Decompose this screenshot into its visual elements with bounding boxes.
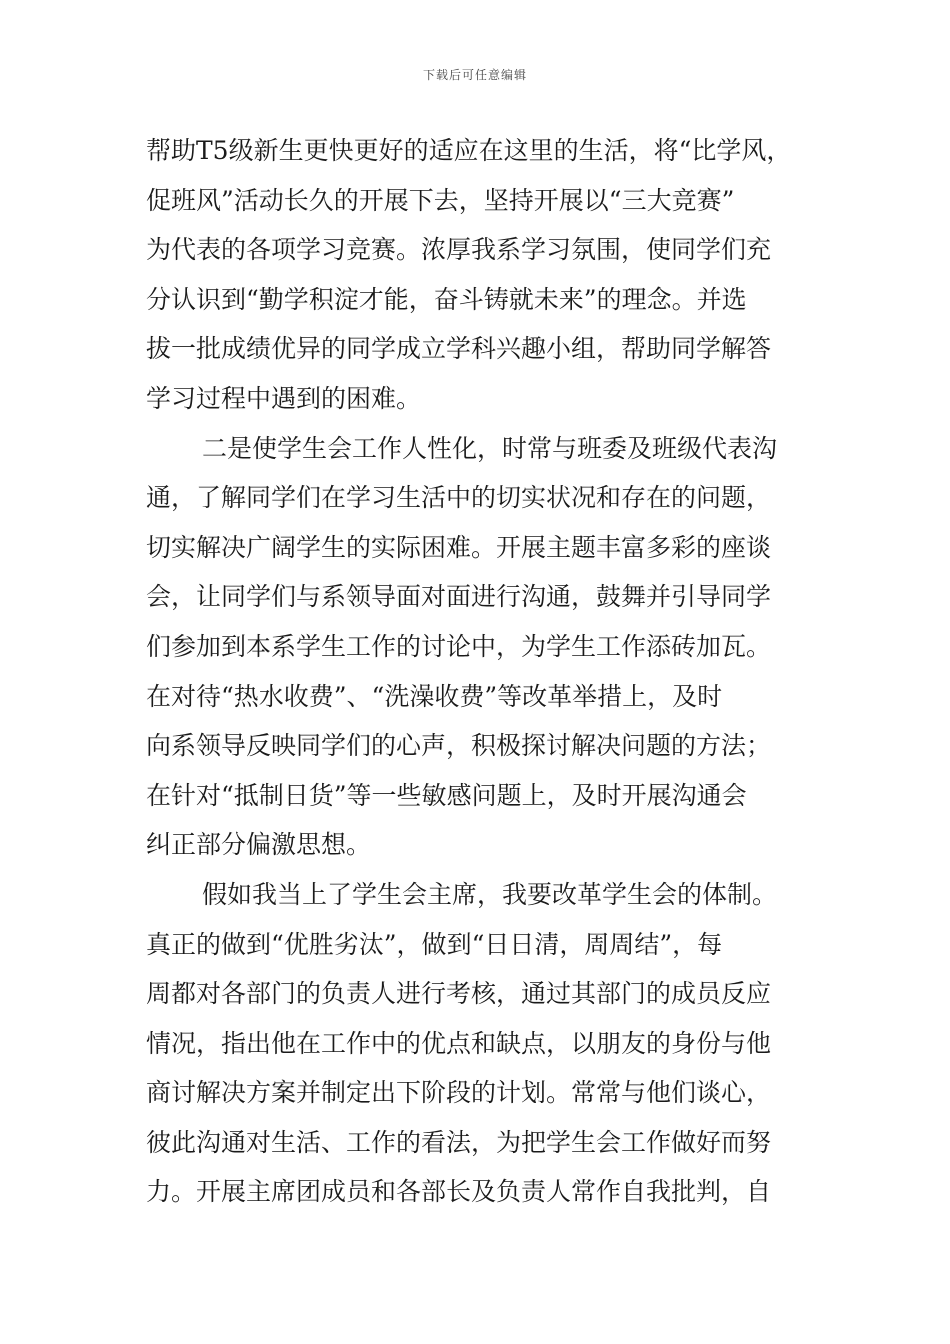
text-line: 情况，指出他在工作中的优点和缺点，以朋友的身份与他 (146, 1028, 772, 1058)
text-line: 们参加到本系学生工作的讨论中，为学生工作添砖加瓦。 (146, 631, 772, 661)
text-line: 在针对“抵制日货”等一些敏感问题上，及时开展沟通会 (146, 780, 747, 810)
text-line: 力。开展主席团成员和各部长及负责人常作自我批判，自 (146, 1177, 772, 1207)
text-line: 为代表的各项学习竞赛。浓厚我系学习氛围，使同学们充 (146, 235, 772, 265)
text-line: 帮助T5级新生更快更好的适应在这里的生活，将“比学风， (146, 136, 792, 165)
text-line: 彼此沟通对生活、工作的看法，为把学生会工作做好而努 (146, 1127, 772, 1157)
text-line: 学习过程中遇到的困难。 (146, 383, 422, 413)
text-line: 通，了解同学们在学习生活中的切实状况和存在的问题， (146, 483, 772, 513)
text-line: 分认识到“勤学积淀才能，奋斗铸就未来”的理念。并选 (146, 284, 747, 314)
text-line: 真正的做到“优胜劣汰”，做到“日日清，周周结”，每 (146, 929, 723, 959)
text-line: 假如我当上了学生会主席，我要改革学生会的体制。 (202, 879, 778, 909)
text-line: 二是使学生会工作人性化，时常与班委及班级代表沟 (202, 433, 778, 463)
text-line: 向系领导反映同学们的心声，积极探讨解决问题的方法； (146, 731, 772, 761)
text-line: 促班风”活动长久的开展下去，坚持开展以“三大竞赛” (146, 185, 735, 215)
text-line: 拔一批成绩优异的同学成立学科兴趣小组，帮助同学解答 (146, 334, 772, 364)
text-line: 会，让同学们与系领导面对面进行沟通，鼓舞并引导同学 (146, 582, 772, 612)
text-line: 纠正部分偏激思想。 (146, 830, 372, 860)
document-body (146, 126, 816, 1217)
text-line: 在对待“热水收费”、“洗澡收费”等改革举措上，及时 (146, 681, 723, 711)
text-line: 切实解决广阔学生的实际困难。开展主题丰富多彩的座谈 (146, 532, 772, 562)
text-line: 周都对各部门的负责人进行考核，通过其部门的成员反应 (146, 979, 772, 1009)
text-line: 商讨解决方案并制定出下阶段的计划。常常与他们谈心， (146, 1078, 772, 1108)
page-header: 下载后可任意编辑 (422, 68, 527, 82)
